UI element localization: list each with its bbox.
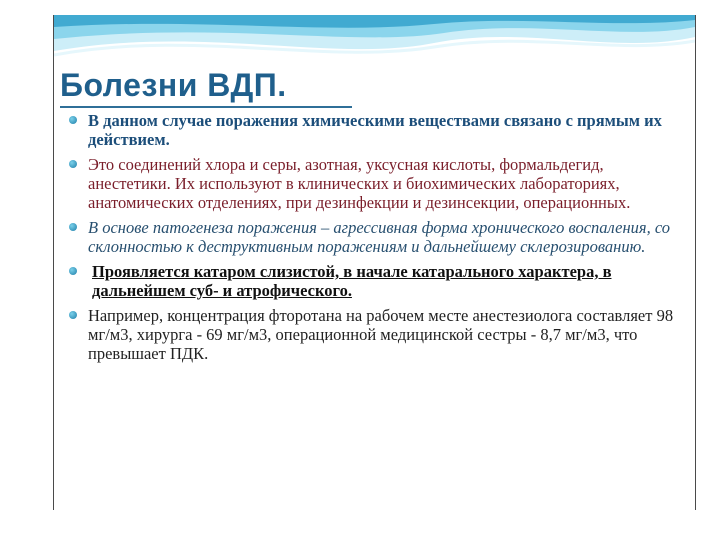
bullet-item-1 xyxy=(64,111,689,149)
bullet-item-3 xyxy=(64,218,689,256)
bullet-text-1: В данном случае поражения химическими веществами связано с прямым их действием. xyxy=(88,111,662,149)
bullet-dot-icon xyxy=(69,160,77,168)
bullet-text-4: Проявляется катаром слизистой, в начале катарального характера, в дальнейшем суб- и атрофического. xyxy=(92,262,612,300)
bullet-list xyxy=(64,111,689,369)
slide xyxy=(53,15,696,510)
bullet-text-5: Например, концентрация фторотана на рабочем месте анестезиолога составляет 98 мг/м3, хирурга - 69 мг/м3, операционной медицинской сестры - 8,7 мг/м3, что превышает ПДК. xyxy=(88,306,674,363)
bullet-dot-icon xyxy=(69,311,77,319)
slide-title: Болезни ВДП. xyxy=(60,67,287,103)
bullet-dot-icon xyxy=(69,267,77,275)
bullet-text-3: В основе патогенеза поражения – агрессивная форма хронического воспаления, со склонностью к деструктивным поражениям и дальнейшему склерозированию. xyxy=(88,218,671,256)
bullet-dot-icon xyxy=(69,223,77,231)
bullet-item-5 xyxy=(64,306,689,363)
bullet-item-4 xyxy=(64,262,689,300)
title-underline xyxy=(60,106,352,108)
bullet-text-2: Это соединений хлора и серы, азотная, уксусная кислоты, формальдегид, анестетики. Их используют в клинических и биохимических лабораториях, анатомических отделениях, при дезинфекции и дезинсекции, операционных. xyxy=(88,155,631,212)
bullet-item-2 xyxy=(64,155,689,212)
bullet-dot-icon xyxy=(69,116,77,124)
